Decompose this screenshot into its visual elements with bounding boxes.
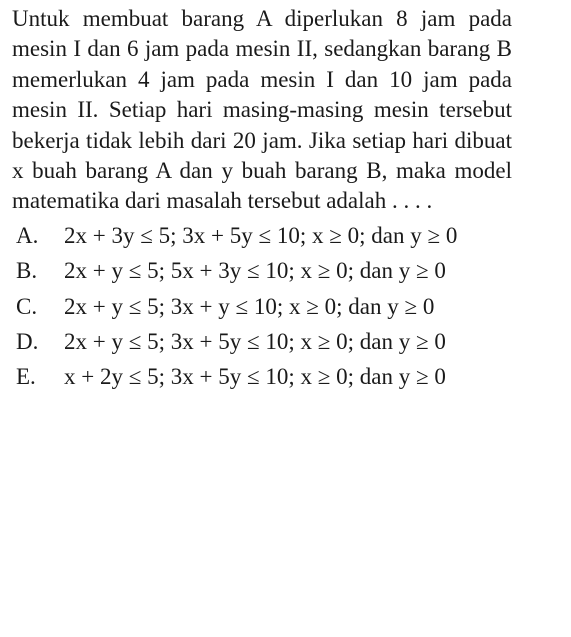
option-letter: B. — [16, 258, 38, 284]
option-a[interactable] — [12, 221, 512, 251]
question-text: Untuk membuat barang A diperlukan 8 jam pada mesin I dan 6 jam pada mesin II, sedangkan barang B memerlukan 4 jam pada mesin I dan 10 jam pada mesin II. Setiap hari masing-masing mesin tersebut bekerja tidak lebih dari 20 jam. Jika setiap hari dibuat x buah barang A dan y buah barang B, maka model matematika dari masalah tersebut adalah . . . . — [12, 6, 512, 214]
option-c[interactable] — [12, 292, 512, 322]
option-letter: E. — [16, 364, 36, 390]
option-b[interactable] — [12, 256, 512, 286]
option-e[interactable] — [12, 362, 512, 392]
option-letter: D. — [16, 329, 39, 355]
option-text: 2x + y ≤ 5; 5x + 3y ≤ 10; x ≥ 0; dan y ≥ 0 — [64, 258, 446, 284]
question-block — [12, 4, 512, 398]
option-text: 2x + y ≤ 5; 3x + y ≤ 10; x ≥ 0; dan y ≥ 0 — [64, 293, 435, 319]
answer-options — [12, 221, 512, 393]
option-d[interactable] — [12, 327, 512, 357]
option-text: 2x + 3y ≤ 5; 3x + 5y ≤ 10; x ≥ 0; dan y ≥ 0 — [64, 222, 458, 248]
option-text: x + 2y ≤ 5; 3x + 5y ≤ 10; x ≥ 0; dan y ≥ 0 — [64, 364, 446, 390]
option-letter: C. — [16, 293, 38, 319]
option-text: 2x + y ≤ 5; 3x + 5y ≤ 10; x ≥ 0; dan y ≥ 0 — [64, 329, 446, 355]
option-letter: A. — [16, 222, 39, 248]
